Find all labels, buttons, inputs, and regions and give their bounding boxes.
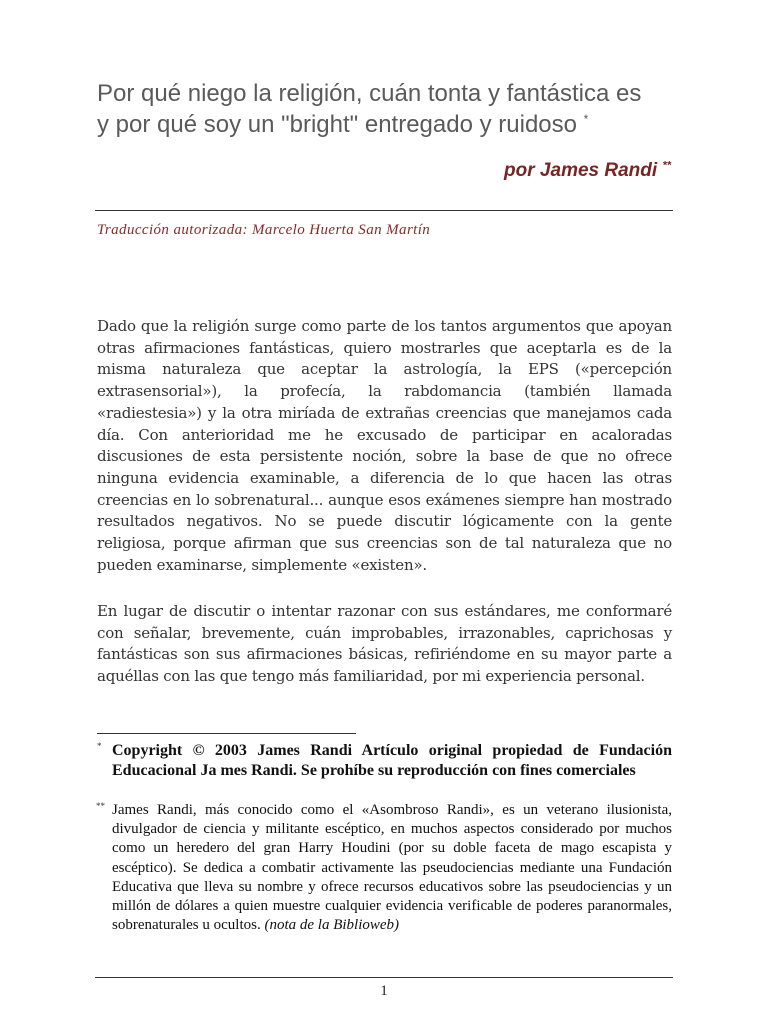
body-paragraph-2: En lugar de discutir o intentar razonar con sus estándares, me conformaré con señalar, brevemente, cuán improbables, irrazonables, caprichosas y fantásticas son sus afirmaciones básicas, refiriéndome en su mayor parte a aquéllas con las que tengo más familiaridad, por mi experiencia personal. bbox=[97, 602, 672, 686]
header-divider bbox=[95, 210, 673, 211]
page-footer-divider bbox=[95, 977, 673, 978]
translation-credit: Traducción autorizada: Marcelo Huerta San Martín bbox=[97, 222, 431, 238]
author-byline bbox=[504, 160, 671, 182]
footnote-body: James Randi, más conocido como el «Asombroso Randi», es un veterano ilusionista, divulgador de ciencia y militante escéptico, en muchos aspectos considerado por muchos como un heredero del gran Harry Houdini (por su doble faceta de mago escapista y escéptico). Se dedica a combatir activamente las pseudociencias mediante una Fundación Educativa que lleva su nombre y ofrece recursos educativos sobre las pseudociencias y un millón de dólares a quien muestre cualquier evidencia verificable de poderes paranormales, sobrenaturales u ocultos. bbox=[112, 802, 672, 934]
footnote-source: (nota de la Biblioweb) bbox=[264, 917, 400, 934]
title-line-1: Por qué niego la religión, cuán tonta y fantástica es bbox=[97, 80, 642, 107]
title-line-2: y por qué soy un "bright" entregado y ruidoso bbox=[97, 111, 577, 138]
footnote-text bbox=[112, 801, 672, 935]
footnote-mark: * bbox=[97, 741, 102, 751]
footnote-copyright bbox=[97, 741, 672, 781]
footnote-mark: ** bbox=[96, 801, 105, 811]
article-title bbox=[97, 78, 697, 140]
author-name: por James Randi bbox=[504, 160, 658, 181]
title-footnote-mark: * bbox=[583, 112, 589, 126]
footnote-author-bio bbox=[97, 801, 672, 935]
body-paragraph-1: Dado que la religión surge como parte de los tantos argumentos que apoyan otras afirmaciones fantásticas, quiero mostrarles que aceptarla es de la misma naturaleza que aceptar la astrología, la EPS («percepción extrasensorial»), la profecía, la rabdomancia (también llamada «radiestesia») y la otra miríada de extrañas creencias que manejamos cada día. Con anterioridad me he excusado de participar en acaloradas discusiones de esta persistente noción, sobre la base de que no ofrece ninguna evidencia examinable, a diferencia de lo que hacen las otras creencias en lo sobrenatural... aunque esos exámenes siempre han mostrado resultados negativos. No se puede discutir lógicamente con la gente religiosa, porque afirman que sus creencias son de tal naturaleza que no pueden examinarse, simplemente «existen». bbox=[97, 317, 672, 574]
page-number: 1 bbox=[380, 983, 388, 999]
footnote-text: Copyright © 2003 James Randi Artículo original propiedad de Fundación Educacional Ja mes Randi. Se prohíbe su reproducción con fines comerciales bbox=[112, 742, 672, 779]
author-footnote-mark: ** bbox=[662, 159, 671, 172]
footnote-divider bbox=[97, 733, 356, 734]
